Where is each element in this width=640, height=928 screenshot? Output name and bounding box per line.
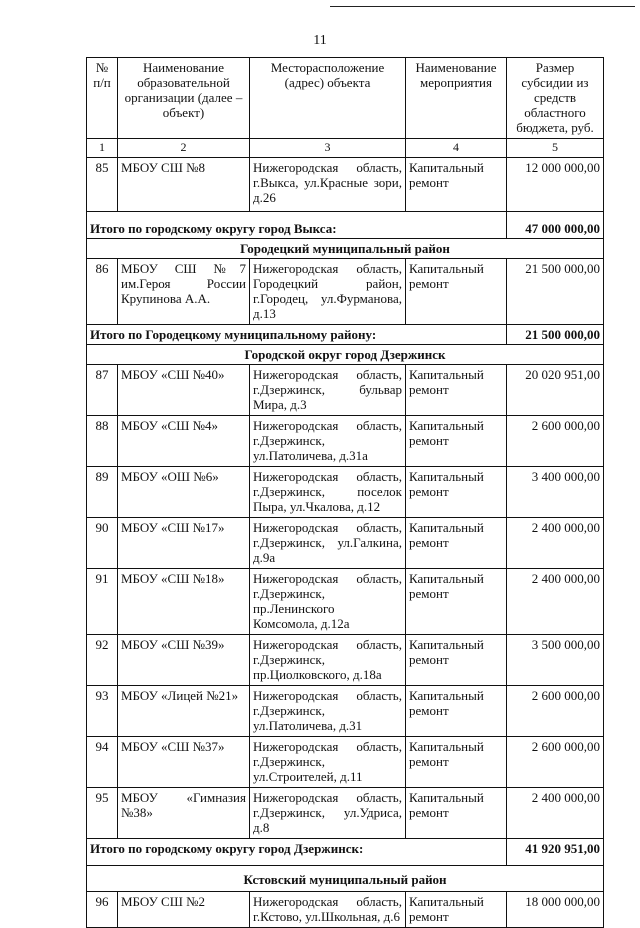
org-address: Нижегородская область, г.Дзержинск, ул.Галкина, д.9а: [250, 518, 406, 569]
row-number: 89: [87, 467, 118, 518]
total-row: [87, 325, 604, 345]
event-name: Капитальный ремонт: [406, 569, 507, 635]
table-row: [87, 788, 604, 839]
org-address: Нижегородская область, г.Выкса, ул.Красные зори, д.26: [250, 158, 406, 212]
header-row: [87, 58, 604, 139]
col-number: 3: [250, 139, 406, 158]
total-row: [87, 839, 604, 866]
section-row: [87, 345, 604, 365]
event-name: Капитальный ремонт: [406, 788, 507, 839]
org-name: МБОУ «СШ №18»: [118, 569, 250, 635]
column-number-row: [87, 139, 604, 158]
org-address: Нижегородская область, Городецкий район, г.Городец, ул.Фурманова, д.13: [250, 259, 406, 325]
org-name: МБОУ «СШ №17»: [118, 518, 250, 569]
org-name: МБОУ СШ №8: [118, 158, 250, 212]
section-title: Городецкий муниципальный район: [87, 239, 604, 259]
org-address: Нижегородская область, г.Дзержинск, ул.Патоличева, д.31а: [250, 416, 406, 467]
row-number: 85: [87, 158, 118, 212]
subsidy-amount: 21 500 000,00: [507, 259, 604, 325]
org-name: МБОУ «Лицей №21»: [118, 686, 250, 737]
event-name: Капитальный ремонт: [406, 365, 507, 416]
row-number: 96: [87, 892, 118, 928]
subsidy-amount: 2 600 000,00: [507, 416, 604, 467]
event-name: Капитальный ремонт: [406, 686, 507, 737]
event-name: Капитальный ремонт: [406, 635, 507, 686]
table-row: [87, 518, 604, 569]
col-number: 5: [507, 139, 604, 158]
subsidy-amount: 3 400 000,00: [507, 467, 604, 518]
subsidy-table: [86, 57, 604, 928]
row-number: 92: [87, 635, 118, 686]
row-number: 94: [87, 737, 118, 788]
subsidy-amount: 2 400 000,00: [507, 569, 604, 635]
total-amount: 41 920 951,00: [507, 839, 604, 866]
table-row: [87, 259, 604, 325]
section-title: Кстовский муниципальный район: [87, 866, 604, 892]
table-row: [87, 635, 604, 686]
subsidy-amount: 12 000 000,00: [507, 158, 604, 212]
table-row: [87, 686, 604, 737]
header-addr: Месторасположение (адрес) объекта: [250, 58, 406, 139]
org-address: Нижегородская область, г.Дзержинск, пр.Циолковского, д.18а: [250, 635, 406, 686]
table-row: [87, 416, 604, 467]
header-org: Наименование образовательной организации (далее – объект): [118, 58, 250, 139]
total-row: [87, 212, 604, 239]
org-address: Нижегородская область, г.Дзержинск, ул.Удриса, д.8: [250, 788, 406, 839]
event-name: Капитальный ремонт: [406, 416, 507, 467]
event-name: Капитальный ремонт: [406, 467, 507, 518]
event-name: Капитальный ремонт: [406, 158, 507, 212]
subsidy-amount: 2 400 000,00: [507, 518, 604, 569]
page-number: 11: [313, 33, 327, 48]
org-name: МБОУ СШ №2: [118, 892, 250, 928]
table-row: [87, 467, 604, 518]
table-row: [87, 158, 604, 212]
header-num: № п/п: [87, 58, 118, 139]
total-label: Итого по Городецкому муниципальному району:: [87, 325, 507, 345]
row-number: 88: [87, 416, 118, 467]
event-name: Капитальный ремонт: [406, 737, 507, 788]
top-rule: [330, 6, 635, 7]
col-number: 2: [118, 139, 250, 158]
org-name: МБОУ «СШ №39»: [118, 635, 250, 686]
org-address: Нижегородская область, г.Кстово, ул.Школьная, д.6: [250, 892, 406, 928]
row-number: 90: [87, 518, 118, 569]
total-label: Итого по городскому округу город Дзержинск:: [87, 839, 507, 866]
event-name: Капитальный ремонт: [406, 892, 507, 928]
section-title: Городской округ город Дзержинск: [87, 345, 604, 365]
row-number: 87: [87, 365, 118, 416]
subsidy-amount: 2 400 000,00: [507, 788, 604, 839]
org-name: МБОУ «ОШ №6»: [118, 467, 250, 518]
org-address: Нижегородская область, г.Дзержинск, бульвар Мира, д.3: [250, 365, 406, 416]
col-number: 1: [87, 139, 118, 158]
subsidy-amount: 2 600 000,00: [507, 686, 604, 737]
table-row: [87, 365, 604, 416]
subsidy-amount: 3 500 000,00: [507, 635, 604, 686]
org-address: Нижегородская область, г.Дзержинск, пр.Ленинского Комсомола, д.12а: [250, 569, 406, 635]
table-row: [87, 569, 604, 635]
row-number: 86: [87, 259, 118, 325]
event-name: Капитальный ремонт: [406, 518, 507, 569]
col-number: 4: [406, 139, 507, 158]
section-row: [87, 866, 604, 892]
header-amount: Размер субсидии из средств областного бюджета, руб.: [507, 58, 604, 139]
org-address: Нижегородская область, г.Дзержинск, поселок Пыра, ул.Чкалова, д.12: [250, 467, 406, 518]
subsidy-amount: 20 020 951,00: [507, 365, 604, 416]
total-label: Итого по городскому округу город Выкса:: [87, 212, 507, 239]
org-address: Нижегородская область, г.Дзержинск, ул.Строителей, д.11: [250, 737, 406, 788]
event-name: Капитальный ремонт: [406, 259, 507, 325]
table-row: [87, 892, 604, 928]
subsidy-amount: 18 000 000,00: [507, 892, 604, 928]
row-number: 95: [87, 788, 118, 839]
org-name: МБОУ «СШ №4»: [118, 416, 250, 467]
total-amount: 21 500 000,00: [507, 325, 604, 345]
org-name: МБОУ СШ №7 им.Героя России Крупинова А.А.: [118, 259, 250, 325]
row-number: 93: [87, 686, 118, 737]
org-name: МБОУ «Гимназия №38»: [118, 788, 250, 839]
table-row: [87, 737, 604, 788]
row-number: 91: [87, 569, 118, 635]
org-name: МБОУ «СШ №40»: [118, 365, 250, 416]
org-address: Нижегородская область, г.Дзержинск, ул.Патоличева, д.31: [250, 686, 406, 737]
subsidy-amount: 2 600 000,00: [507, 737, 604, 788]
header-event: Наименование мероприятия: [406, 58, 507, 139]
org-name: МБОУ «СШ №37»: [118, 737, 250, 788]
total-amount: 47 000 000,00: [507, 212, 604, 239]
section-row: [87, 239, 604, 259]
